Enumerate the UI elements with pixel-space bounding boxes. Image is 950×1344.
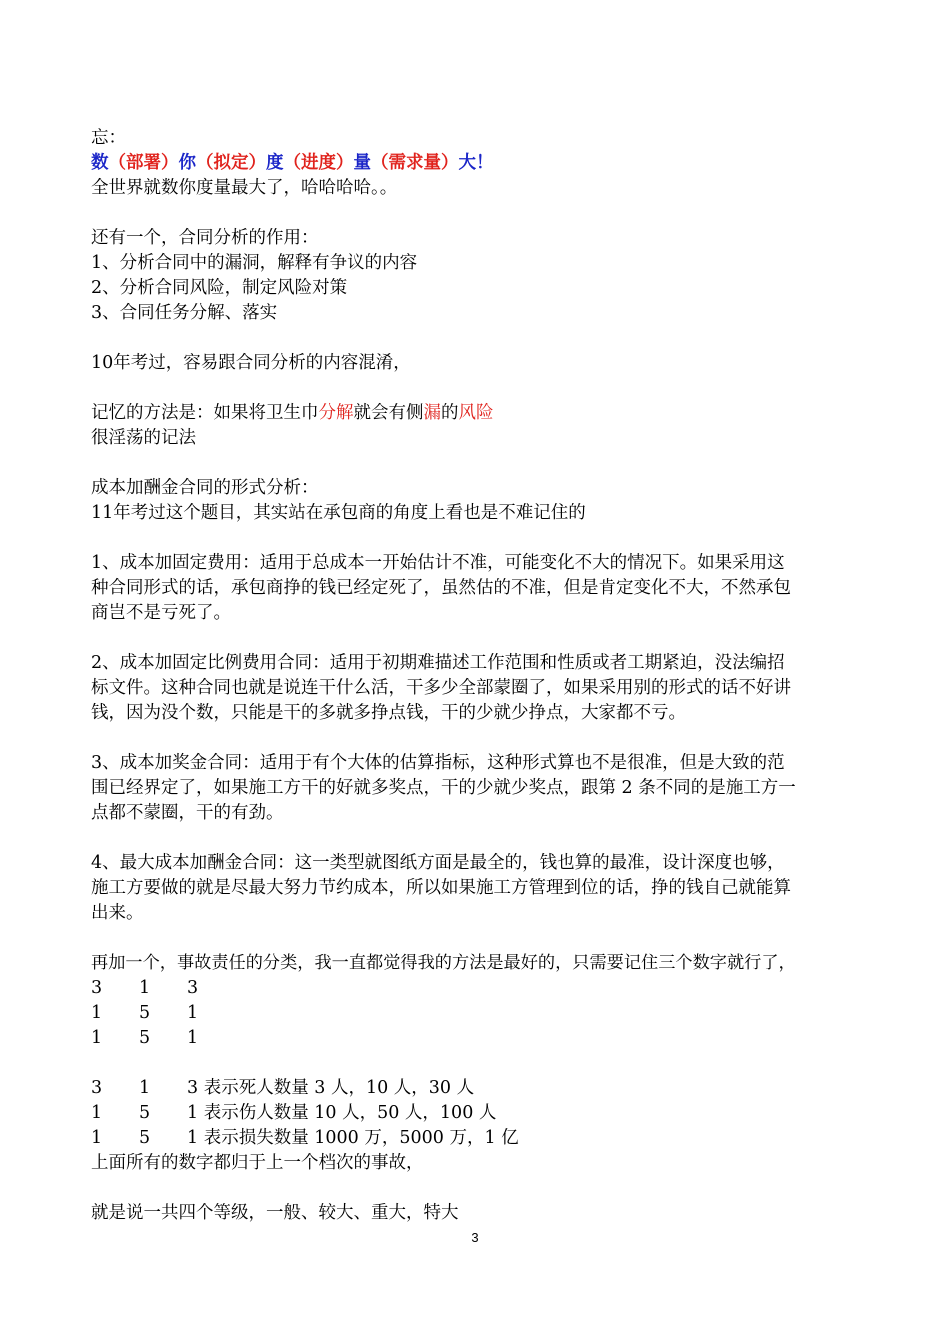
- mnemonic-note: （拟定）: [196, 153, 266, 173]
- list-item: 1、分析合同中的漏洞，解释有争议的内容: [91, 253, 418, 273]
- mnemonic-note: （进度）: [283, 153, 354, 173]
- grid-cell: 5: [139, 1128, 151, 1148]
- paragraph-line: 4、最大成本加酬金合同：这一类型就图纸方面是最全的，钱也算的最准，设计深度也够，: [91, 853, 785, 873]
- paragraph-line: 1、成本加固定费用：适用于总成本一开始估计不准，可能变化不大的情况下。如果采用这: [91, 553, 785, 573]
- paragraph-line: 围已经界定了，如果施工方干的好就多奖点，干的少就少奖点，跟第 2 条不同的是施工方一: [91, 778, 796, 798]
- mnemonic-line: [91, 151, 494, 175]
- paragraph-line: 3、成本加奖金合同：适用于有个大体的估算指标，这种形式算也不是很准，但是大致的范: [91, 753, 785, 773]
- mnemonic-char: 量: [353, 153, 371, 173]
- paragraph-line: 出来。: [91, 903, 144, 923]
- grid-cell: 3: [91, 978, 103, 998]
- grid-cell: 1 表示伤人数量 10 人，50 人，100 人: [187, 1103, 497, 1123]
- grid-cell: 1: [139, 1078, 151, 1098]
- list-item: 2、分析合同风险，制定风险对策: [91, 278, 348, 298]
- text-line: 全世界就数你度量最大了，哈哈哈哈。。: [91, 178, 398, 198]
- text-line: 就是说一共四个等级，一般、较大、重大，特大: [91, 1203, 459, 1223]
- paragraph-line: 点都不蒙圈，干的有劲。: [91, 803, 284, 823]
- list-item: 3、合同任务分解、落实: [91, 303, 278, 323]
- paragraph-line: 种合同形式的话，承包商挣的钱已经定死了，虽然估的不准，但是肯定变化不大，不然承包: [91, 578, 791, 598]
- text-line: 还有一个，合同分析的作用：: [91, 228, 319, 248]
- text-line: 上面所有的数字都归于上一个档次的事故，: [91, 1153, 424, 1173]
- mnemonic-char: 度: [266, 153, 284, 173]
- paragraph-line: 标文件。这种合同也就是说连干什么活，干多少全部蒙圈了，如果采用别的形式的话不好讲: [91, 678, 791, 698]
- grid-cell: 1 表示损失数量 1000 万，5000 万，1 亿: [187, 1128, 519, 1148]
- mnemonic-char: 你: [178, 153, 196, 173]
- mnemonic-char: 数: [91, 153, 109, 173]
- text-line: 再加一个，事故责任的分类，我一直都觉得我的方法是最好的，只需要记住三个数字就行了，: [91, 953, 796, 973]
- text-line: 10年考过，容易跟合同分析的内容混淆，: [91, 353, 411, 373]
- text-line: 11年考过这个题目，其实站在承包商的角度上看也是不难记住的: [91, 503, 586, 523]
- page-number: 3: [471, 1230, 479, 1245]
- grid-cell: 1: [187, 1003, 199, 1023]
- grid-cell: 3 表示死人数量 3 人，10 人，30 人: [187, 1078, 475, 1098]
- memory-text: 就会有侧: [353, 403, 424, 423]
- grid-cell: 3: [91, 1078, 103, 1098]
- memory-text: 的: [441, 403, 459, 423]
- grid-cell: 1: [91, 1003, 103, 1023]
- grid-cell: 5: [139, 1028, 151, 1048]
- grid-cell: 1: [91, 1128, 103, 1148]
- grid-cell: 1: [91, 1103, 103, 1123]
- paragraph-line: 商岂不是亏死了。: [91, 603, 231, 623]
- grid-cell: 5: [139, 1103, 151, 1123]
- grid-cell: 1: [91, 1028, 103, 1048]
- memory-highlight: 分解: [318, 403, 354, 423]
- grid-cell: 5: [139, 1003, 151, 1023]
- mnemonic-note: （部署）: [108, 153, 179, 173]
- memory-text: 记忆的方法是：如果将卫生巾: [91, 403, 319, 423]
- paragraph-line: 施工方要做的就是尽最大努力节约成本，所以如果施工方管理到位的话，挣的钱自己就能算: [91, 878, 791, 898]
- text-line: 很淫荡的记法: [91, 428, 196, 448]
- section-heading: 成本加酬金合同的形式分析：: [91, 478, 319, 498]
- memory-highlight: 风险: [458, 403, 494, 423]
- paragraph-line: 钱，因为没个数，只能是干的多就多挣点钱，干的少就少挣点，大家都不亏。: [91, 703, 686, 723]
- mnemonic-char: 大！: [458, 153, 494, 173]
- paragraph-line: 2、成本加固定比例费用合同：适用于初期难描述工作范围和性质或者工期紧迫，没法编招: [91, 653, 785, 673]
- memory-line: [91, 401, 494, 425]
- text-line: 忘：: [91, 128, 126, 148]
- mnemonic-note: （需求量）: [371, 153, 459, 173]
- memory-highlight: 漏: [423, 403, 441, 423]
- grid-cell: 1: [139, 978, 151, 998]
- grid-cell: 1: [187, 1028, 199, 1048]
- grid-cell: 3: [187, 978, 199, 998]
